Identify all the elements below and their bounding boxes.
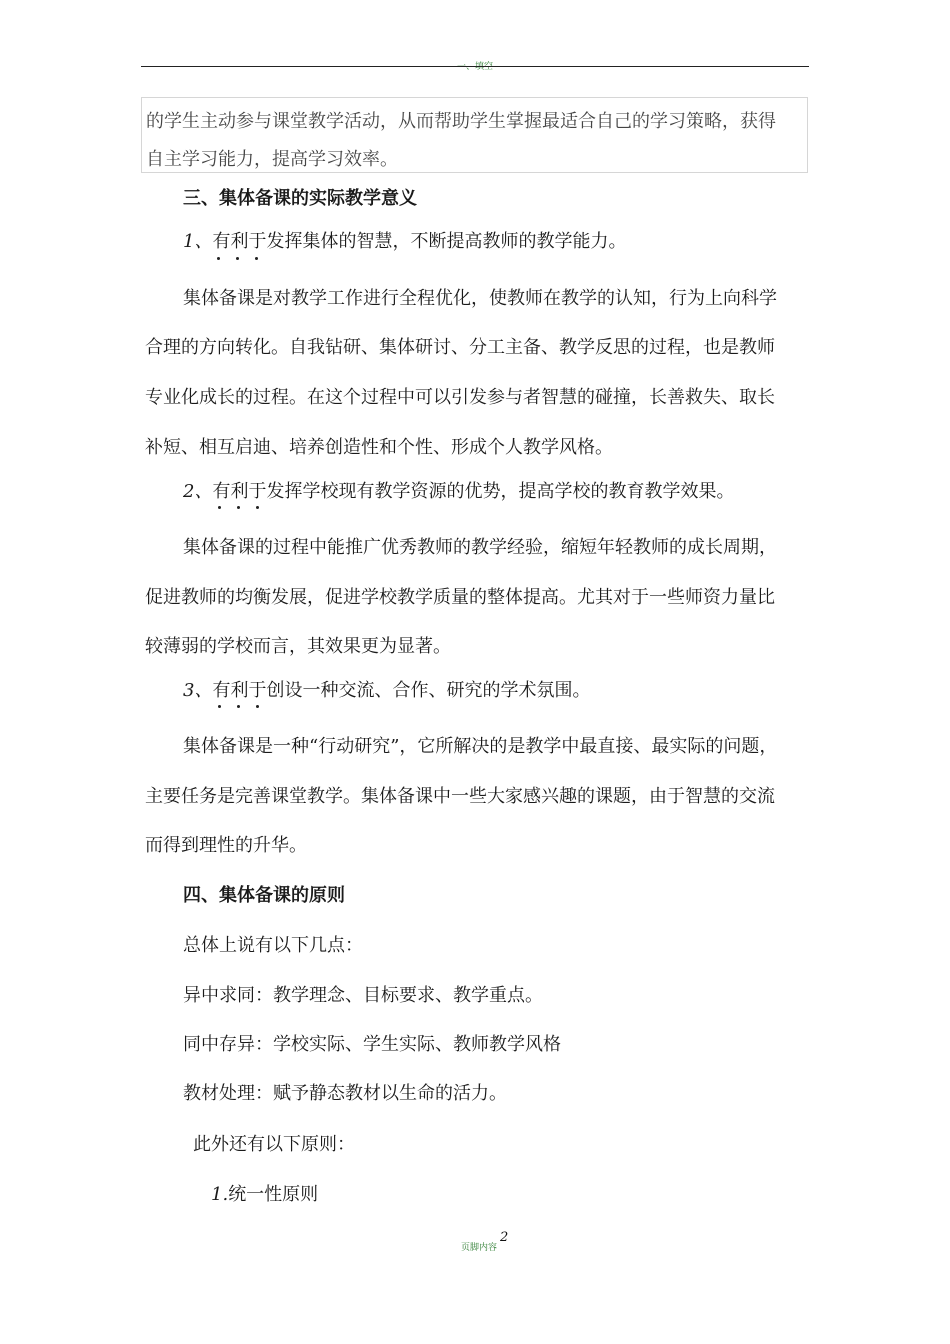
emphasis-dot xyxy=(237,705,240,708)
sub-principle-1-text: 统一性原则 xyxy=(228,1184,319,1205)
benefit-item-2 xyxy=(183,480,734,504)
benefit-item-1-text: 有利于发挥集体的智慧，不断提高教师的教学能力。 xyxy=(212,231,627,252)
section-4-heading: 四、集体备课的原则 xyxy=(183,885,345,906)
emphasis-dot xyxy=(237,506,240,509)
paragraph-2-line-1: 集体备课的过程中能推广优秀教师的教学经验，缩短年轻教师的成长周期， xyxy=(183,537,777,558)
section-3-heading: 三、集体备课的实际教学意义 xyxy=(183,188,417,209)
paragraph-3-line-2: 主要任务是完善课堂教学。集体备课中一些大家感兴趣的课题，由于智慧的交流 xyxy=(145,786,775,807)
emphasis-dot xyxy=(255,257,258,260)
benefit-item-2-text: 有利于发挥学校现有教学资源的优势，提高学校的教育教学效果。 xyxy=(212,481,735,502)
benefit-item-3-text: 有利于创设一种交流、合作、研究的学术氛围。 xyxy=(212,680,591,701)
emphasis-dot xyxy=(256,506,259,509)
benefit-item-1-number: 1、 xyxy=(183,231,213,252)
extra-principles-intro: 此外还有以下原则： xyxy=(193,1134,355,1155)
emphasis-dot xyxy=(256,705,259,708)
paragraph-2-line-2: 促进教师的均衡发展，促进学校教学质量的整体提高。尤其对于一些师资力量比 xyxy=(145,587,775,608)
sub-principle-1 xyxy=(211,1183,318,1207)
boxed-line-2: 自主学习能力，提高学习效率。 xyxy=(146,149,398,170)
boxed-line-1: 的学生主动参与课堂教学活动，从而帮助学生掌握最适合自己的学习策略，获得 xyxy=(146,111,776,132)
emphasis-dot xyxy=(218,506,221,509)
paragraph-1-line-4: 补短、相互启迪、培养创造性和个性、形成个人教学风格。 xyxy=(145,437,613,458)
emphasis-dot xyxy=(218,705,221,708)
principle-point-2: 同中存异：学校实际、学生实际、教师教学风格 xyxy=(183,1034,561,1055)
paragraph-2-line-3: 较薄弱的学校而言，其效果更为显著。 xyxy=(145,636,451,657)
benefit-item-3-number: 3、 xyxy=(183,680,213,701)
emphasis-dot xyxy=(217,257,220,260)
principle-point-3: 教材处理：赋予静态教材以生命的活力。 xyxy=(183,1083,507,1104)
paragraph-1-line-3: 专业化成长的过程。在这个过程中可以引发参与者智慧的碰撞，长善救失、取长 xyxy=(145,387,775,408)
boxed-paragraph xyxy=(141,97,808,173)
paragraph-3-line-1: 集体备课是一种“行动研究”，它所解决的是教学中最直接、最实际的问题， xyxy=(183,736,778,757)
page-footer-text: 页脚内容 xyxy=(461,1243,498,1253)
benefit-item-3 xyxy=(183,679,590,703)
paragraph-1-line-2: 合理的方向转化。自我钻研、集体研讨、分工主备、教学反思的过程，也是教师 xyxy=(145,337,775,358)
benefit-item-2-number: 2、 xyxy=(183,481,213,502)
principles-intro: 总体上说有以下几点： xyxy=(183,935,363,956)
emphasis-dot xyxy=(236,257,239,260)
sub-principle-1-number: 1. xyxy=(211,1184,229,1205)
page-number: 2 xyxy=(500,1230,509,1245)
paragraph-3-line-3: 而得到理性的升华。 xyxy=(145,835,307,856)
principle-point-1: 异中求同：教学理念、目标要求、教学重点。 xyxy=(183,985,543,1006)
paragraph-1-line-1: 集体备课是对教学工作进行全程优化，使教师在教学的认知，行为上向科学 xyxy=(183,288,777,309)
benefit-item-1 xyxy=(183,230,626,254)
page-header-text: 一、填空 xyxy=(456,62,493,72)
header-rule xyxy=(141,66,809,67)
